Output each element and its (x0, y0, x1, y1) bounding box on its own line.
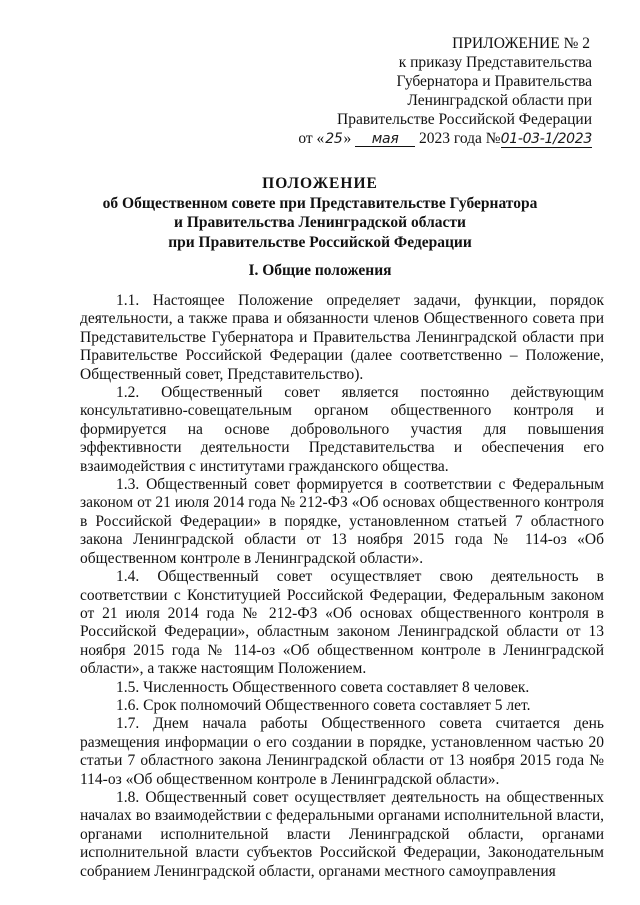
paragraph-1-6: 1.6. Срок полномочий Общественного совета составляет 5 лет. (116, 696, 531, 714)
appendix-line-4: Правительстве Российской Федерации (337, 111, 592, 128)
title-line-2: и Правительства Ленинградской области (174, 214, 466, 231)
paragraph-1-4: 1.4. Общественный совет осуществляет свою деятельность в соответствии с Конституцией Российской Федерации, Федеральным законом от 21 июля 2014 года № 212-ФЗ «Об основах общественного контроля в Российской Федерации», областным законом Ленинградской области от 13 ноября 2015 года № 114-оз «Об общественном контроле в Ленинградской области», а также настоящим Положением. (80, 568, 604, 678)
date-mid: » (343, 130, 352, 147)
document-title (0, 174, 640, 252)
title-line-1: об Общественном совете при Представительстве Губернатора (102, 194, 538, 212)
paragraph-1-1: 1.1. Настоящее Положение определяет задачи, функции, порядок деятельности, а также права и обязанности членов Общественного совета при Представительстве Губернатора и Правительства Ленинградской области при Правительстве Российской Федерации (далее соответственно – Положение, Общественный совет, Представительство). (80, 292, 604, 383)
paragraph-1-8: 1.8. Общественный совет осуществляет деятельность на общественных началах во взаимодействии с федеральными органами исполнительной власти, органами исполнительной власти Ленинградской области, органами исполнительной власти субъектов Российской Федерации, Законодательным собранием Ленинградской области, органами местного самоуправления (80, 788, 604, 880)
title-main: ПОЛОЖЕНИЕ (262, 175, 378, 192)
appendix-block (298, 34, 592, 149)
appendix-line-2: Губернатора и Правительства (396, 73, 592, 90)
date-year: 2023 года № (419, 130, 501, 147)
paragraph-1-3: 1.3. Общественный совет формируется в соответствии с Федеральным законом от 21 июля 2014 года № 212-ФЗ «Об основах общественного контроля в Российской Федерации» в порядке, установленном статьей 7 областного закона Ленинградской области от 13 ноября 2015 года № 114-оз «Об общественном контроле в Ленинградской области». (80, 476, 604, 567)
title-line-3: при Правительстве Российской Федерации (168, 233, 472, 251)
section-heading: I. Общие положения (248, 262, 392, 279)
date-day: 25 (325, 131, 343, 147)
date-prefix: от « (298, 130, 325, 147)
document-body (80, 292, 604, 881)
appendix-line-1: к приказу Представительства (398, 54, 592, 71)
order-number: 01-03-1/2023 (500, 131, 592, 147)
paragraph-1-5: 1.5. Численность Общественного совета составляет 8 человек. (116, 678, 530, 696)
paragraph-1-7: 1.7. Днем начала работы Общественного совета считается день размещения информации о его создании в порядке, установленном частью 20 статьи 7 областного закона Ленинградской области от 13 ноября 2015 года № 114-оз «Об общественном контроле в Ленинградской области». (80, 715, 604, 788)
date-month: мая (355, 132, 415, 147)
appendix-date-line (298, 129, 592, 149)
appendix-line-3: Ленинградской области при (407, 92, 592, 109)
paragraph-1-2: 1.2. Общественный совет является постоянно действующим консультативно-совещательным органом общественного контроля и формируется на основе добровольного участия для повышения эффективности деятельности Представительства и обеспечения его взаимодействия с институтами гражданского общества. (80, 384, 604, 475)
appendix-title: ПРИЛОЖЕНИЕ № 2 (452, 35, 590, 52)
